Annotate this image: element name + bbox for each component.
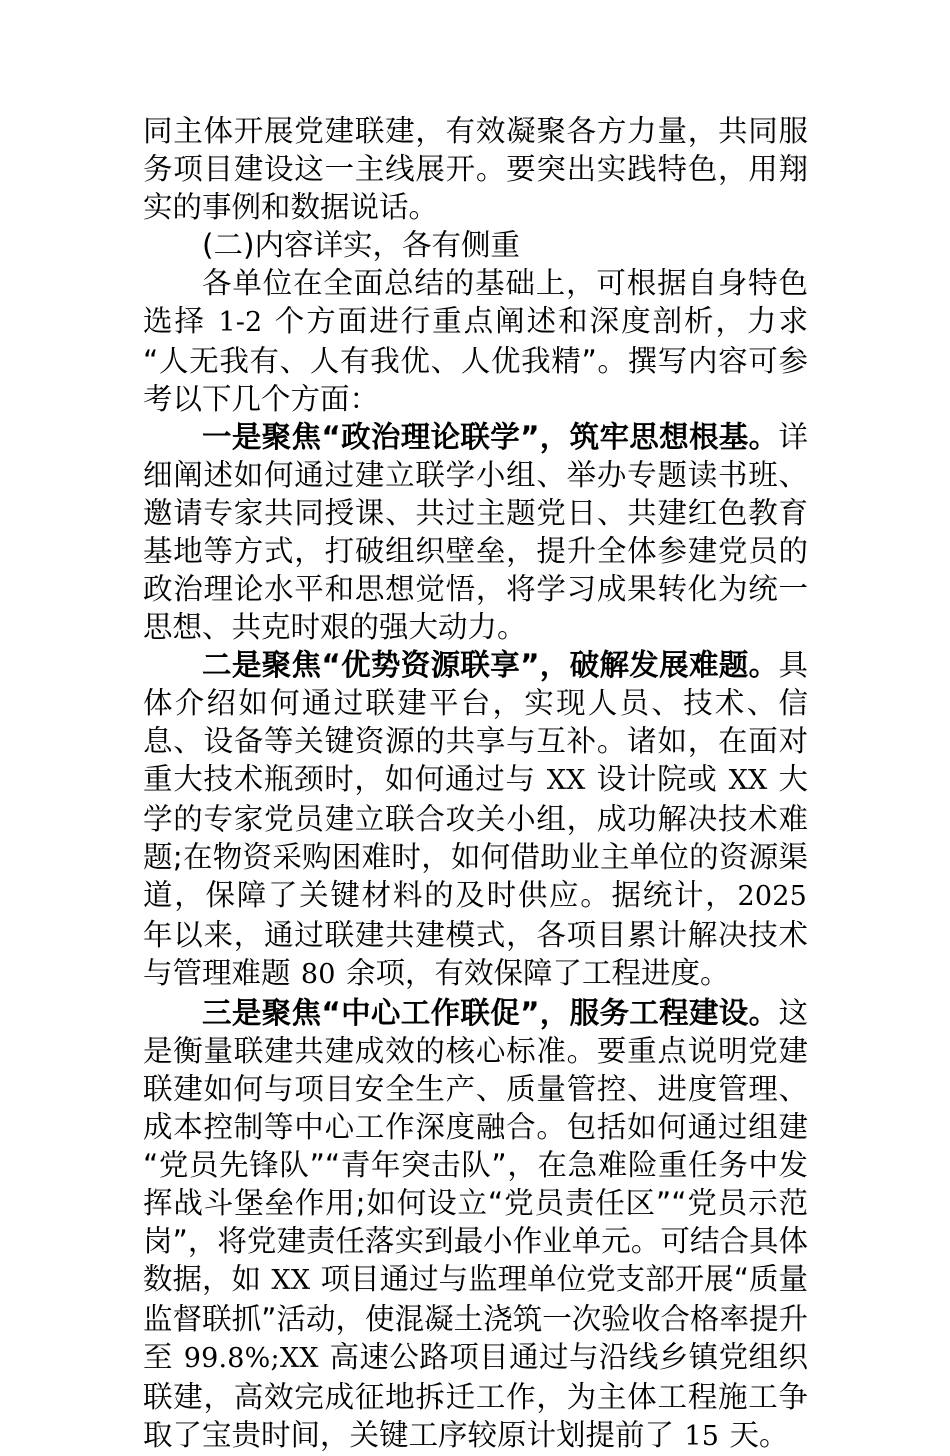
text-run: (二)内容详实，各有侧重	[202, 228, 521, 262]
latin-run: 1-2	[218, 307, 263, 338]
latin-run: XX	[546, 765, 586, 796]
text-run: 详细阐述如何通过建立联学小组、举办专题读书班、邀请专家共同授课、共过主题党日、共建红色教育基地等方式，打破组织壁垒，提升全体参建党员的政治理论水平和思想觉悟，将学习成果转化为统一思想、共克时艰的强大动力。	[143, 420, 808, 644]
document-text-body	[143, 112, 808, 1456]
p-point-one	[143, 418, 808, 646]
latin-run: 99.8%;XX	[183, 1343, 319, 1374]
p-point-three	[143, 994, 808, 1456]
p-continuation	[143, 112, 808, 226]
p-section-er-heading	[143, 226, 808, 264]
bold-lead-in: 三是聚焦“中心工作联促”，服务工程建设。	[202, 996, 779, 1030]
text-run: 个方面进行重点阐述和深度剖析，力求“人无我有、人有我优、人优我精”。撰写内容可参考以下几个方面：	[143, 304, 808, 416]
p-section-er-intro	[143, 264, 808, 418]
latin-run: XX	[271, 1265, 311, 1296]
text-run: 设计院或	[586, 762, 728, 796]
text-run: 年以来，通过联建共建模式，各项目累计解决技术与管理难题	[143, 918, 808, 990]
p-point-two	[143, 646, 808, 994]
latin-run: 15	[684, 1421, 720, 1452]
text-run: 同主体开展党建联建，有效凝聚各方力量，共同服务项目建设这一主线展开。要突出实践特色，用翔实的事例和数据说话。	[143, 114, 808, 224]
text-run: 高速公路项目通过与沿线乡镇党组织联建，高效完成征地拆迁工作，为主体工程施工争取了宝贵时间，关键工序较原计划提前了	[143, 1340, 808, 1452]
text-run: 具体介绍如何通过联建平台，实现人员、技术、信息、设备等关键资源的共享与互补。诸如，在面对重大技术瓶颈时，如何通过与	[143, 648, 808, 796]
latin-run: XX	[728, 765, 768, 796]
text-run: 天。	[720, 1418, 789, 1452]
bold-lead-in: 二是聚焦“优势资源联享”，破解发展难题。	[202, 648, 779, 682]
bold-lead-in: 一是聚焦“政治理论联学”，筑牢思想根基。	[202, 420, 779, 454]
latin-run: 2025	[737, 881, 807, 912]
text-run: 大学的专家党员建立联合攻关小组，成功解决技术难题;在物资采购困难时，如何借助业主单位的资源渠道，保障了关键材料的及时供应。据统计，	[143, 762, 808, 912]
text-run: 这是衡量联建共建成效的核心标准。要重点说明党建联建如何与项目安全生产、质量管控、进度管理、成本控制等中心工作深度融合。包括如何通过组建“党员先锋队”“青年突击队”，在急难险重任务中发挥战斗堡垒作用;如何设立“党员责任区”“党员示范岗”，将党建责任落实到最小作业单元。可结合具体数据，如	[143, 996, 808, 1296]
text-run: 余项，有效保障了工程进度。	[336, 956, 730, 990]
text-run: 项目通过与监理单位党支部开展“质量监督联抓”活动，使混凝土浇筑一次验收合格率提升至	[143, 1262, 808, 1374]
text-run: 各单位在全面总结的基础上，可根据自身特色选择	[143, 266, 808, 338]
latin-run: 80	[300, 959, 336, 990]
